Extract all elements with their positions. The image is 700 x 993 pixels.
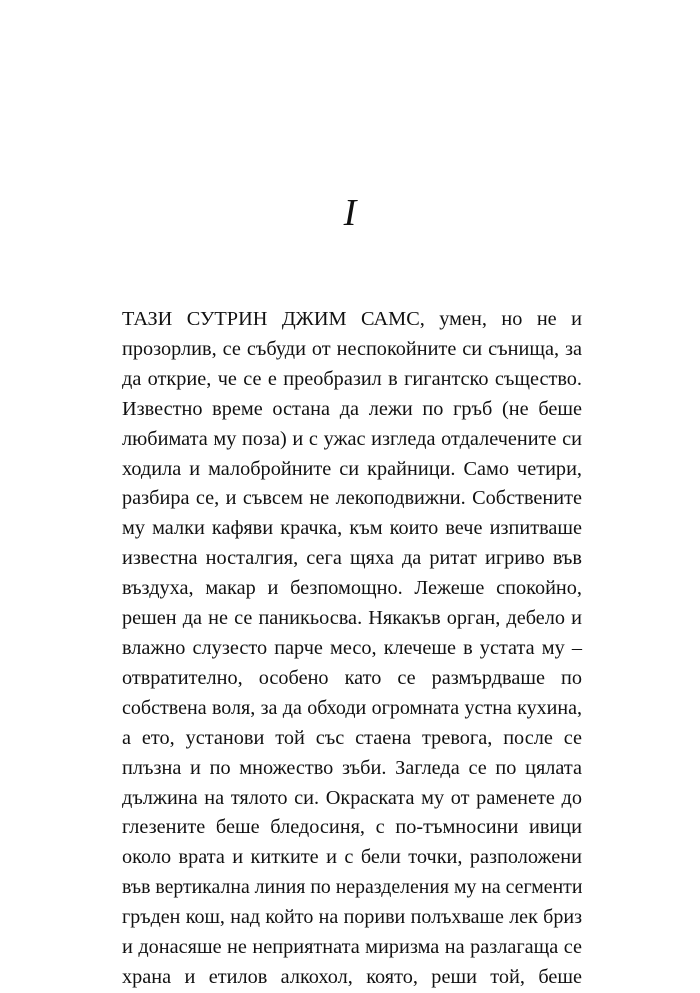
text-line: дължина на тялото си. Окраската му от раменете до [122,786,582,809]
chapter-paragraph [122,305,582,993]
text-line: ТАЗИ СУТРИН ДЖИМ САМС, умен, но не и [122,308,582,330]
text-line: ходила и малобройните си крайници. Само четири, [122,457,582,480]
text-line: да открие, че се е преобразил в гигантско същество. [122,367,582,390]
chapter-title: I [343,192,357,234]
text-line: Известно време остана да лежи по гръб (не беше [122,397,582,420]
text-line: храна и етилов алкохол, която, реши той, беше [122,965,582,988]
text-line: около врата и китките и с бели точки, разположени [122,846,582,869]
text-line: а ето, установи той със стаена тревога, после се [122,726,582,749]
text-line: любимата му поза) и с ужас изгледа отдалечените си [122,427,582,450]
text-line: във вертикална линия по неразделения му на сегменти [122,876,583,899]
text-line: му малки кафяви крачка, към които вече изпитваше [122,517,582,540]
text-line: и донасяше не неприятната миризма на разлагаща се [122,936,582,959]
text-line: прозорлив, се събуди от неспокойните си сънища, за [122,337,582,360]
text-line: влажно слузесто парче месо, клечеше в устата му – [122,636,582,659]
text-line: разбира се, и съвсем не лекоподвижни. Собствените [122,487,582,510]
text-line: гръден кош, над който на пориви полъхваше лек бриз [122,906,582,929]
text-line: собствена воля, за да обходи огромната устна кухина, [122,696,582,719]
text-line: решен да не се паникьосва. Някакъв орган, дебело и [122,607,582,630]
text-line: въздуха, макар и безпомощно. Лежеше спокойно, [122,577,582,600]
text-line: плъзна и по множество зъби. Загледа се по цялата [122,756,582,779]
text-line: известна носталгия, сега щяха да ритат игриво във [122,547,582,570]
text-line: отвратително, особено като се размърдваше по [122,666,582,689]
text-line: глезените беше бледосиня, с по-тъмносини ивици [122,816,582,839]
